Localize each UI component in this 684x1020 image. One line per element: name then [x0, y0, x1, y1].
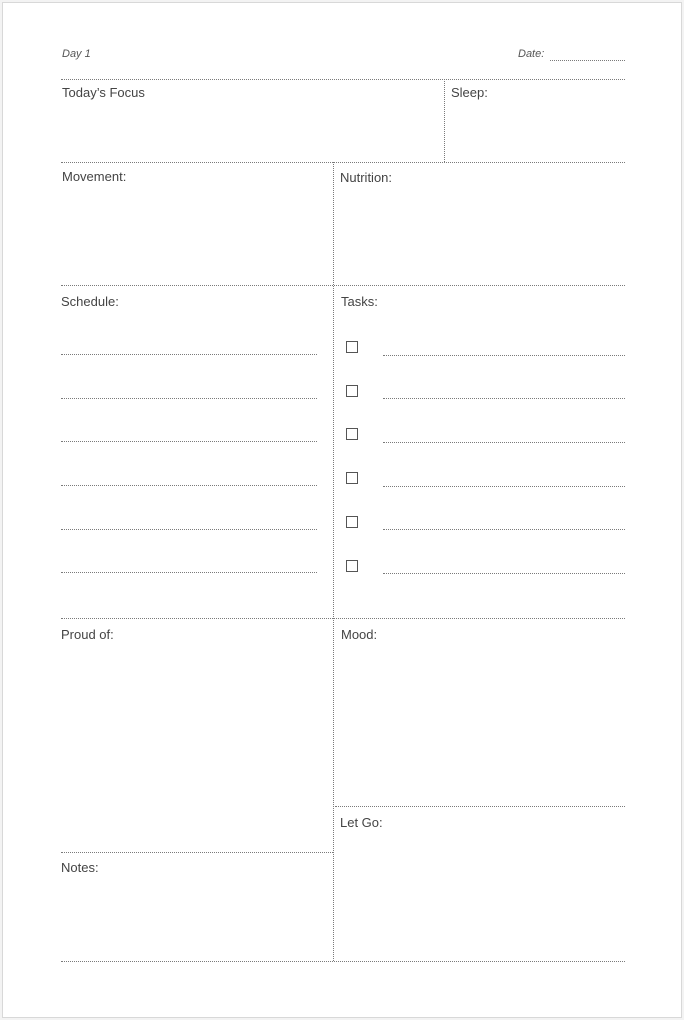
task-checkbox[interactable]	[346, 341, 358, 353]
letgo-label: Let Go:	[340, 815, 383, 830]
task-line[interactable]	[383, 486, 625, 487]
task-checkbox[interactable]	[346, 428, 358, 440]
schedule-line[interactable]	[61, 529, 317, 530]
task-checkbox[interactable]	[346, 472, 358, 484]
proud-label: Proud of:	[61, 627, 114, 642]
nutrition-label: Nutrition:	[340, 170, 393, 185]
date-label: Date:	[518, 48, 545, 60]
planner-page	[2, 2, 682, 1018]
sleep-label: Sleep:	[451, 85, 488, 100]
task-checkbox[interactable]	[346, 516, 358, 528]
schedule-line[interactable]	[61, 398, 317, 399]
schedule-line[interactable]	[61, 441, 317, 442]
day-label: Day 1	[62, 48, 91, 60]
focus-sleep-divider	[444, 79, 445, 162]
date-field-line[interactable]	[550, 60, 625, 61]
task-line[interactable]	[383, 442, 625, 443]
row-divider-proud	[61, 618, 625, 619]
row-divider-movement	[61, 162, 625, 163]
task-line[interactable]	[383, 355, 625, 356]
schedule-line[interactable]	[61, 572, 317, 573]
task-line[interactable]	[383, 573, 625, 574]
row-divider-letgo	[335, 806, 625, 807]
focus-label: Today’s Focus	[62, 85, 145, 100]
task-line[interactable]	[383, 398, 625, 399]
schedule-line[interactable]	[61, 485, 317, 486]
movement-label: Movement:	[62, 169, 127, 184]
row-divider-schedule	[61, 285, 625, 286]
task-checkbox[interactable]	[346, 385, 358, 397]
schedule-line[interactable]	[61, 354, 317, 355]
notes-label: Notes:	[61, 860, 99, 875]
center-divider	[333, 162, 334, 961]
task-checkbox[interactable]	[346, 560, 358, 572]
schedule-label: Schedule:	[61, 294, 119, 309]
row-divider-top	[61, 79, 625, 80]
mood-label: Mood:	[341, 627, 378, 642]
tasks-label: Tasks:	[341, 294, 378, 309]
row-divider-notes	[61, 852, 333, 853]
task-line[interactable]	[383, 529, 625, 530]
row-divider-bottom	[61, 961, 625, 962]
